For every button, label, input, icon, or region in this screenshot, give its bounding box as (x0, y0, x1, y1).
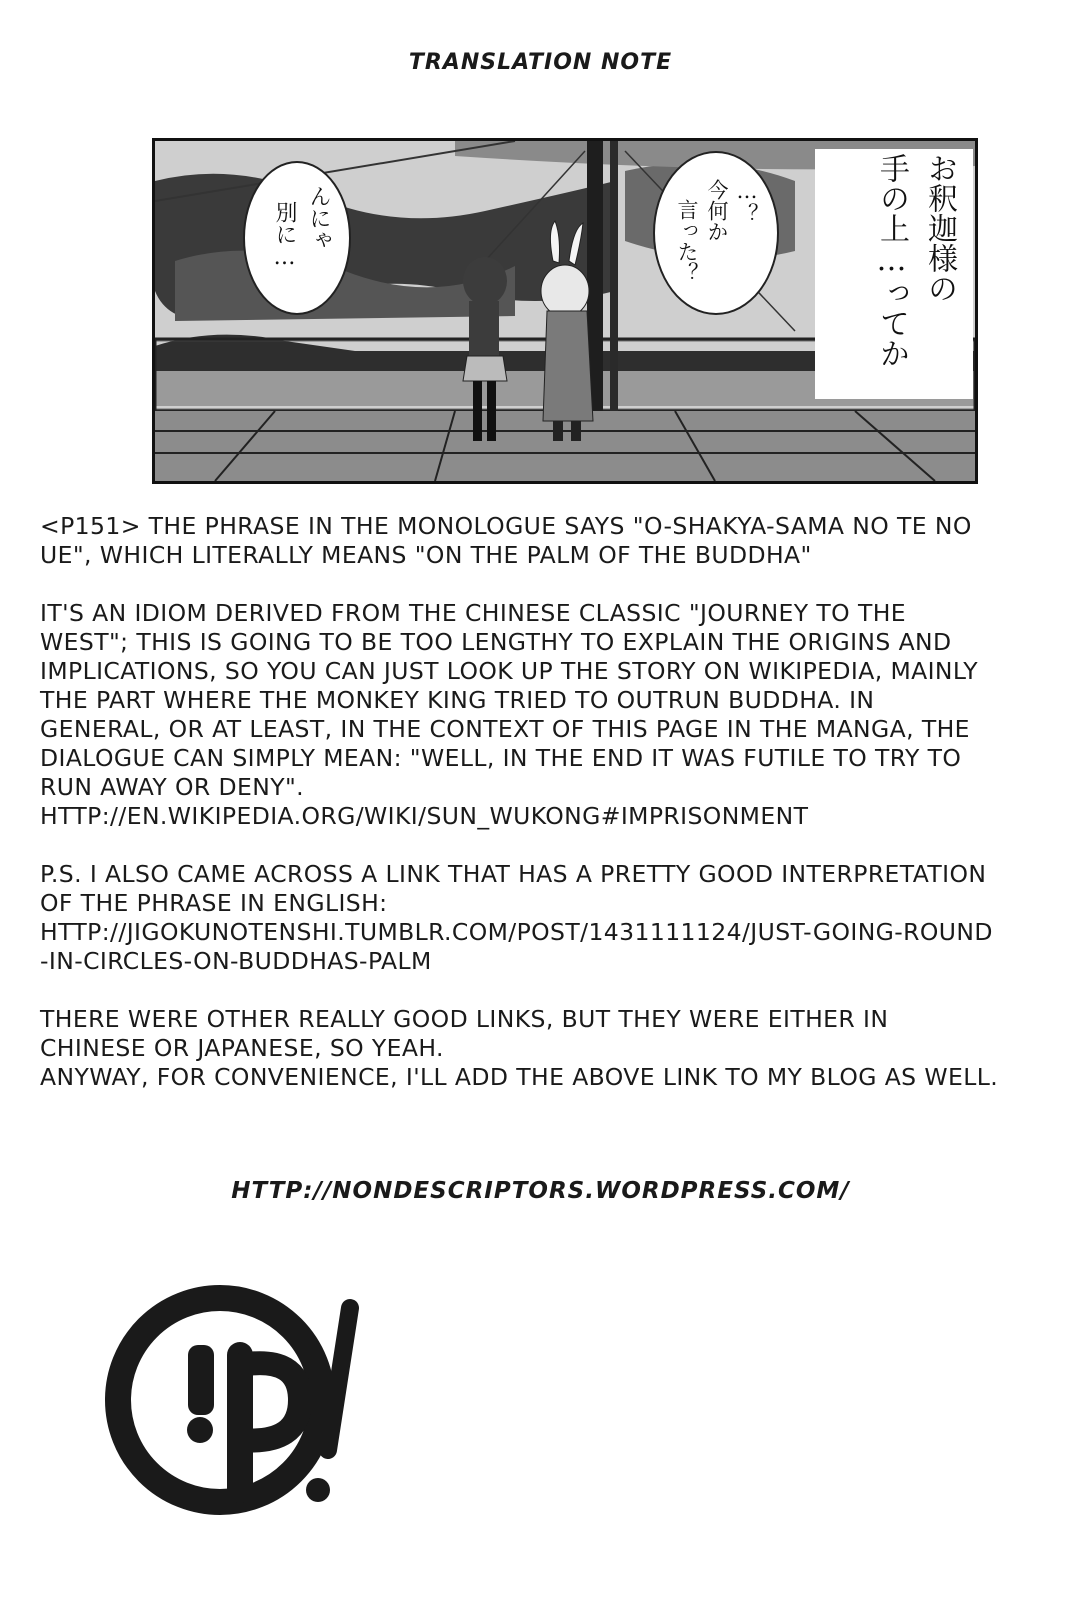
blog-url-link[interactable]: HTTP://NONDESCRIPTORS.WORDPRESS.COM/ (231, 1178, 850, 1204)
bubble-right-line-1: …？ (735, 179, 759, 224)
note-link-tumblr[interactable]: HTTP://JIGOKUNOTENSHI.TUMBLR.COM/POST/1431111124/JUST-GOING-ROUND-IN-CIRCLES-ON-BUDDHAS-PALM (40, 918, 993, 975)
note-paragraph-3: P.S. I ALSO CAME ACROSS A LINK THAT HAS A PRETTY GOOD INTERPRETATION OF THE PHRASE IN ENGLISH: (40, 860, 987, 917)
page-title: TRANSLATION NOTE (408, 50, 673, 75)
note-paragraph-2: IT'S AN IDIOM DERIVED FROM THE CHINESE CLASSIC "JOURNEY TO THE WEST"; THIS IS GOING TO BE TOO LENGTHY TO EXPLAIN THE ORIGINS AND IMPLICATIONS, SO YOU CAN JUST LOOK UP THE STORY ON WIKIPEDIA, MAINLY THE PART WHERE THE MONKEY KING TRIED TO OUTRUN BUDDHA. IN GENERAL, OR AT LEAST, IN THE CONTEXT OF THIS PAGE IN THE MANGA, THE DIALOGUE CAN SIMPLY MEAN: "WELL, IN THE END IT WAS FUTILE TO TRY TO RUN AWAY OR DENY". (40, 599, 979, 801)
bubble-right-line-3: 言った？ (675, 199, 699, 283)
note-paragraph-1: <P151> THE PHRASE IN THE MONOLOGUE SAYS "O-SHAKYA-SAMA NO TE NO UE", WHICH LITERALLY MEANS "ON THE PALM OF THE BUDDHA" (40, 512, 972, 569)
manga-panel (152, 138, 978, 484)
note-paragraph-4: THERE WERE OTHER REALLY GOOD LINKS, BUT THEY WERE EITHER IN CHINESE OR JAPANESE, SO YEAH. (40, 1005, 889, 1062)
note-paragraph-5: ANYWAY, FOR CONVENIENCE, I'LL ADD THE ABOVE LINK TO MY BLOG AS WELL. (40, 1063, 999, 1091)
monologue-box (815, 149, 973, 399)
speech-bubble-left (243, 161, 351, 315)
monologue-line-1: お釈迦様の (922, 153, 957, 303)
note-link-wikipedia[interactable]: HTTP://EN.WIKIPEDIA.ORG/WIKI/SUN_WUKONG#IMPRISONMENT (40, 802, 809, 830)
translation-notes (40, 512, 1000, 1121)
bubble-left-line-2: 別に… (272, 201, 297, 270)
bubble-left-line-1: んにゃ (306, 185, 331, 251)
nondescriptors-logo (100, 1260, 420, 1544)
monologue-line-2: 手の上…ってか (874, 153, 909, 368)
speech-bubble-right (653, 151, 779, 315)
logo-icon (100, 1260, 420, 1540)
bubble-right-line-2: 今何か (705, 179, 729, 242)
